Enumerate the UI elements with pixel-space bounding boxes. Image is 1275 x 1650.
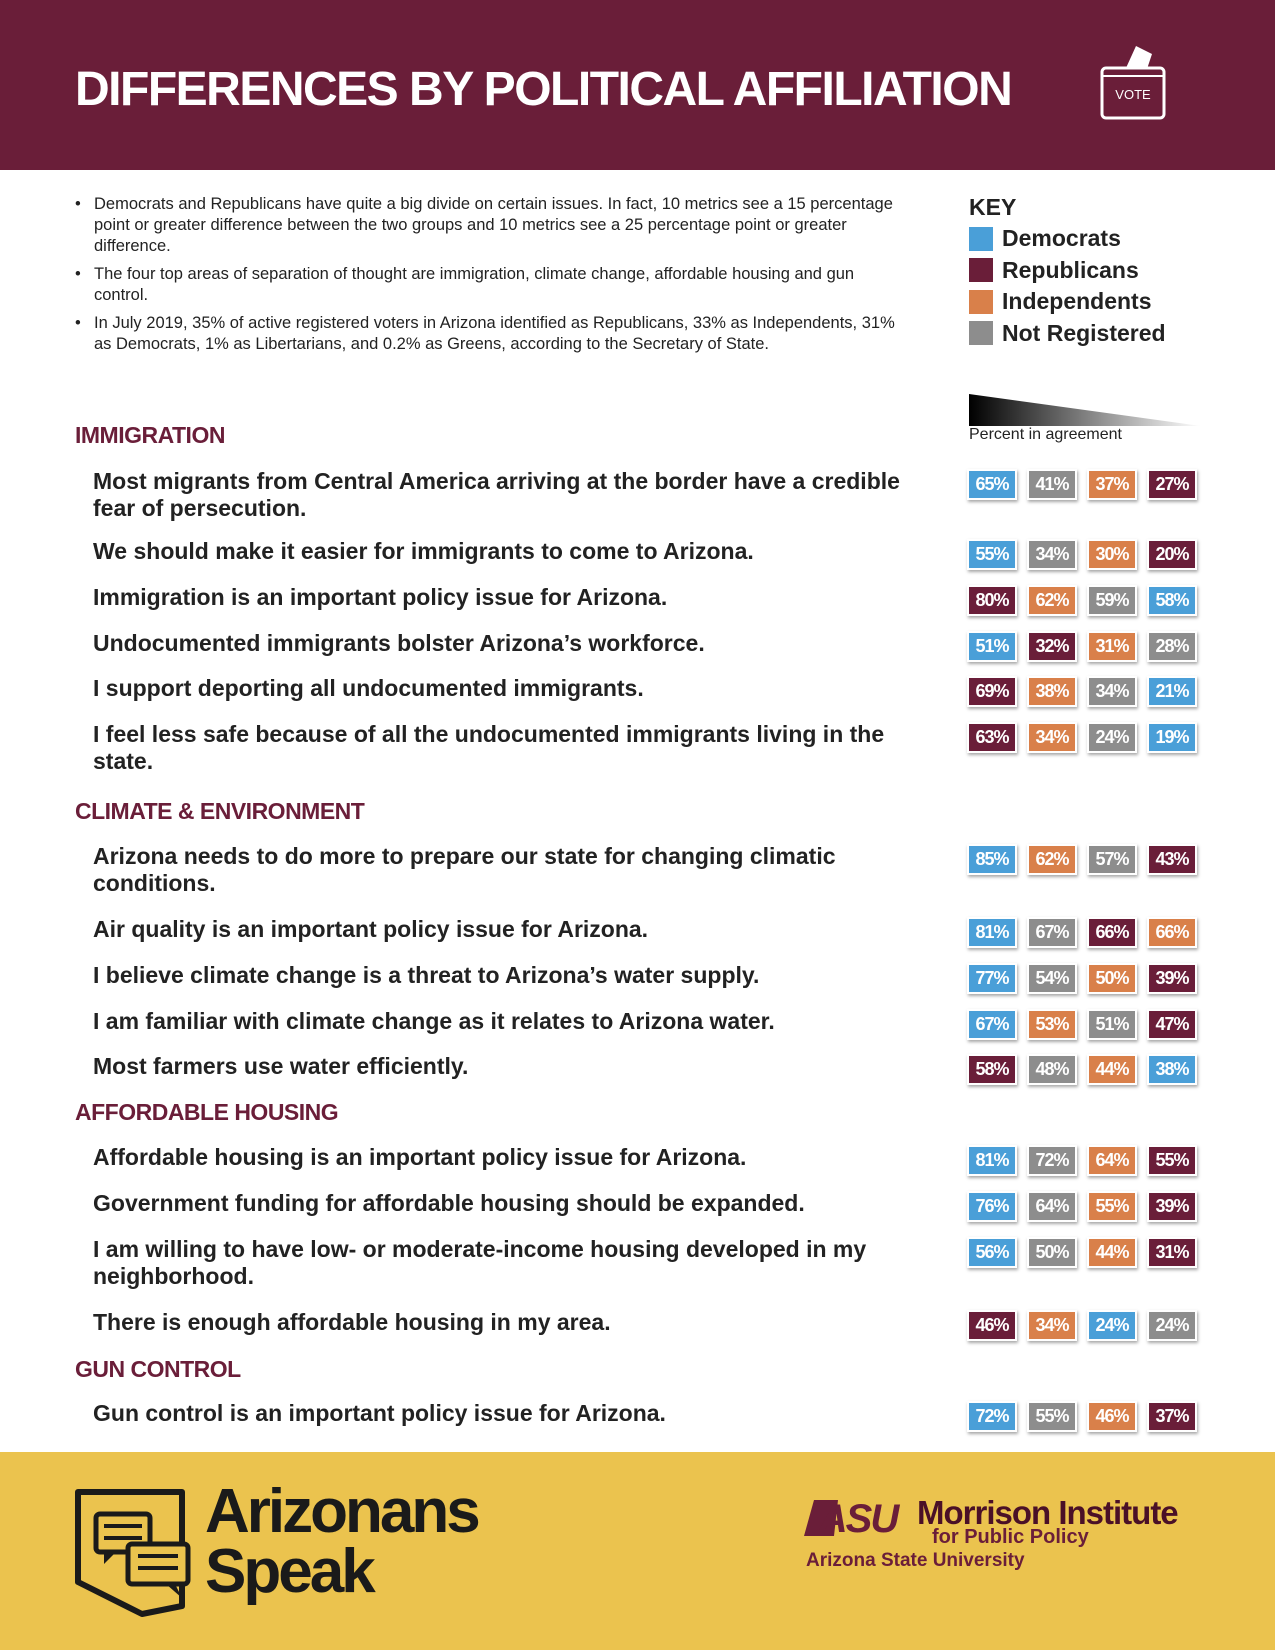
statement: Gun control is an important policy issue for Arizona. (93, 1400, 666, 1426)
statement: Arizona needs to do more to prepare our state for changing climatic conditions. (93, 843, 836, 896)
percent-chip: 27% (1149, 471, 1195, 498)
summary-bullets (75, 194, 895, 362)
percent-chip: 39% (1149, 1193, 1195, 1220)
section-heading: CLIMATE & ENVIRONMENT (75, 798, 365, 824)
percent-chip: 34% (1029, 724, 1075, 751)
statement: Affordable housing is an important policy issue for Arizona. (93, 1144, 747, 1170)
legend-label: Independents (1002, 288, 1152, 315)
percent-chip: 46% (1089, 1403, 1135, 1430)
percent-chip: 55% (1089, 1193, 1135, 1220)
percent-chip: 66% (1089, 919, 1135, 946)
percent-chips (969, 587, 1209, 614)
legend-label: Democrats (1002, 225, 1121, 252)
legend-item-independents (969, 286, 1166, 318)
percent-chip: 39% (1149, 965, 1195, 992)
institute-subtitle: for Public Policy (932, 1526, 1089, 1548)
percent-chips (969, 1312, 1209, 1339)
percent-chip: 34% (1029, 541, 1075, 568)
percent-chips (969, 1056, 1209, 1083)
statement: Most migrants from Central America arriving at the border have a credible fear of persecution. (93, 468, 900, 521)
percent-chip: 59% (1089, 587, 1135, 614)
brand-line: Speak (205, 1537, 373, 1606)
asu-wordmark: ASU (818, 1497, 898, 1538)
statement: I am familiar with climate change as it relates to Arizona water. (93, 1008, 775, 1034)
statement: There is enough affordable housing in my area. (93, 1309, 611, 1335)
percent-chips (969, 846, 1209, 873)
statement: Government funding for affordable housing should be expanded. (93, 1190, 805, 1216)
percent-chip: 44% (1089, 1239, 1135, 1266)
percent-chip: 56% (969, 1239, 1015, 1266)
percent-chip: 31% (1149, 1239, 1195, 1266)
percent-chip: 43% (1149, 846, 1195, 873)
percent-chip: 38% (1149, 1056, 1195, 1083)
asu-logo (804, 1496, 912, 1538)
percent-chip: 67% (969, 1011, 1015, 1038)
percent-chips (969, 1147, 1209, 1174)
percent-chip: 66% (1149, 919, 1195, 946)
statement: Most farmers use water efficiently. (93, 1053, 469, 1079)
percent-chip: 76% (969, 1193, 1015, 1220)
statement: I am willing to have low- or moderate-income housing developed in my neighborhood. (93, 1236, 867, 1289)
percent-chip: 41% (1029, 471, 1075, 498)
percent-chip: 51% (1089, 1011, 1135, 1038)
percent-chips (969, 1403, 1209, 1430)
legend-title: KEY (969, 194, 1017, 220)
statement: We should make it easier for immigrants to come to Arizona. (93, 538, 754, 564)
legend (969, 194, 1166, 349)
percent-chip: 58% (1149, 587, 1195, 614)
democrats-swatch (969, 227, 993, 251)
statement: I believe climate change is a threat to Arizona’s water supply. (93, 962, 760, 988)
percent-chip: 62% (1029, 587, 1075, 614)
percent-chip: 55% (969, 541, 1015, 568)
percent-chip: 63% (969, 724, 1015, 751)
percent-chips (969, 471, 1209, 498)
percent-chip: 62% (1029, 846, 1075, 873)
percent-chip: 64% (1089, 1147, 1135, 1174)
percent-chip: 58% (969, 1056, 1015, 1083)
independents-swatch (969, 290, 993, 314)
percent-chip: 55% (1149, 1147, 1195, 1174)
percent-chip: 50% (1089, 965, 1135, 992)
percent-chip: 65% (969, 471, 1015, 498)
institute-name: Morrison Institute (917, 1494, 1178, 1531)
percent-chip: 53% (1029, 1011, 1075, 1038)
percent-chip: 47% (1149, 1011, 1195, 1038)
percent-chip: 37% (1089, 471, 1135, 498)
percent-chip: 69% (969, 678, 1015, 705)
statement: Air quality is an important policy issue for Arizona. (93, 916, 649, 942)
percent-chips (969, 633, 1209, 660)
section-heading: GUN CONTROL (75, 1356, 241, 1382)
page-header (0, 0, 1275, 170)
percent-chip: 37% (1149, 1403, 1195, 1430)
percent-chip: 24% (1149, 1312, 1195, 1339)
percent-chips (969, 1011, 1209, 1038)
page-title: DIFFERENCES BY POLITICAL AFFILIATION (75, 63, 1012, 116)
legend-label: Not Registered (1002, 319, 1166, 346)
republicans-swatch (969, 258, 993, 282)
section-heading: IMMIGRATION (75, 422, 225, 448)
percent-chip: 31% (1089, 633, 1135, 660)
section-heading: AFFORDABLE HOUSING (75, 1099, 339, 1125)
percent-chip: 19% (1149, 724, 1195, 751)
percent-chips (969, 678, 1209, 705)
percent-chip: 55% (1029, 1403, 1075, 1430)
agreement-gradient-wedge (969, 394, 1201, 426)
percent-chip: 24% (1089, 724, 1135, 751)
percent-chips (969, 965, 1209, 992)
summary-bullet: • In July 2019, 35% of active registered voters in Arizona identified as Republicans, 33% as Independents, 31% as Democrats, 1% as Libertarians, and 0.2% as Greens, according to the Secretary of State. (75, 313, 895, 355)
percent-chip: 30% (1089, 541, 1135, 568)
percent-chip: 72% (1029, 1147, 1075, 1174)
percent-chip: 34% (1089, 678, 1135, 705)
arizona-speech-bubble-icon (70, 1488, 200, 1620)
percent-chip: 38% (1029, 678, 1075, 705)
percent-chip: 67% (1029, 919, 1075, 946)
legend-label: Republicans (1002, 256, 1139, 283)
summary-bullet: • Democrats and Republicans have quite a big divide on certain issues. In fact, 10 metrics see a 15 percentage point or greater difference between the two groups and 10 metrics see a 25 percentage point or greater difference. (75, 194, 895, 257)
brand-line: Arizonans (205, 1477, 478, 1546)
brand-name (205, 1477, 478, 1606)
scale-label: Percent in agreement (969, 426, 1122, 443)
percent-chip: 21% (1149, 678, 1195, 705)
percent-chip: 64% (1029, 1193, 1075, 1220)
statement: I support deporting all undocumented immigrants. (93, 675, 644, 701)
percent-chip: 32% (1029, 633, 1075, 660)
legend-item-democrats (969, 223, 1166, 255)
percent-chip: 28% (1149, 633, 1195, 660)
summary-bullet: • The four top areas of separation of thought are immigration, climate change, affordable housing and gun control. (75, 264, 895, 306)
university-name: Arizona State University (806, 1550, 1025, 1571)
percent-chips (969, 724, 1209, 751)
percent-chip: 24% (1089, 1312, 1135, 1339)
percent-chip: 50% (1029, 1239, 1075, 1266)
percent-chip: 51% (969, 633, 1015, 660)
ballot-box-icon (1096, 42, 1170, 122)
percent-chips (969, 1193, 1209, 1220)
percent-chip: 20% (1149, 541, 1195, 568)
percent-chip: 44% (1089, 1056, 1135, 1083)
statement: I feel less safe because of all the undocumented immigrants living in the state. (93, 721, 885, 774)
percent-chip: 72% (969, 1403, 1015, 1430)
page-footer (0, 1452, 1275, 1650)
percent-chip: 34% (1029, 1312, 1075, 1339)
percent-chip: 57% (1089, 846, 1135, 873)
percent-chips (969, 919, 1209, 946)
vote-label: VOTE (1115, 87, 1151, 102)
percent-chip: 46% (969, 1312, 1015, 1339)
percent-chip: 48% (1029, 1056, 1075, 1083)
statement: Immigration is an important policy issue for Arizona. (93, 584, 668, 610)
percent-chips (969, 541, 1209, 568)
percent-chip: 81% (969, 1147, 1015, 1174)
percent-chips (969, 1239, 1209, 1266)
legend-item-not-registered (969, 318, 1166, 350)
percent-chip: 81% (969, 919, 1015, 946)
legend-item-republicans (969, 255, 1166, 287)
percent-chip: 77% (969, 965, 1015, 992)
percent-chip: 54% (1029, 965, 1075, 992)
not-registered-swatch (969, 321, 993, 345)
percent-chip: 85% (969, 846, 1015, 873)
percent-chip: 80% (969, 587, 1015, 614)
statement: Undocumented immigrants bolster Arizona’s workforce. (93, 630, 705, 656)
